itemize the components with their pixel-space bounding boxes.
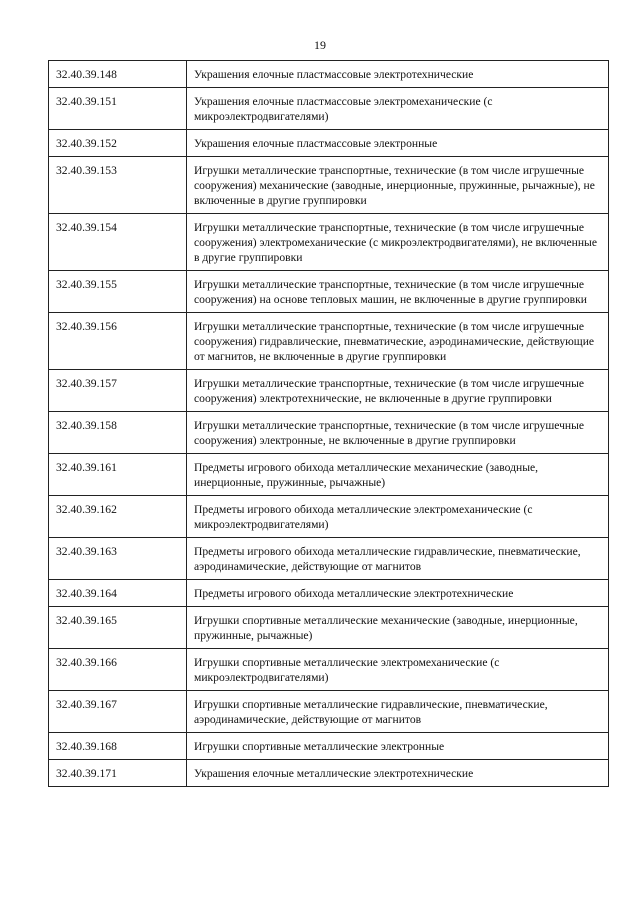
description-cell: Украшения елочные металлические электротехнические: [187, 760, 609, 787]
code-cell: 32.40.39.166: [49, 649, 187, 691]
description-cell: Игрушки металлические транспортные, технические (в том числе игрушечные сооружения) электротехнические, не включенные в другие группировки: [187, 370, 609, 412]
description-cell: Игрушки спортивные металлические электромеханические (с микроэлектродвигателями): [187, 649, 609, 691]
code-cell: 32.40.39.158: [49, 412, 187, 454]
table-row: [49, 271, 609, 313]
code-cell: 32.40.39.154: [49, 214, 187, 271]
code-cell: 32.40.39.151: [49, 88, 187, 130]
description-cell: Предметы игрового обихода металлические механические (заводные, инерционные, пружинные, рычажные): [187, 454, 609, 496]
table-row: [49, 370, 609, 412]
code-cell: 32.40.39.167: [49, 691, 187, 733]
table-row: [49, 691, 609, 733]
code-cell: 32.40.39.148: [49, 61, 187, 88]
description-cell: Предметы игрового обихода металлические гидравлические, пневматические, аэродинамические, действующие от магнитов: [187, 538, 609, 580]
code-cell: 32.40.39.153: [49, 157, 187, 214]
table-row: [49, 313, 609, 370]
description-cell: Игрушки металлические транспортные, технические (в том числе игрушечные сооружения) механические (заводные, инерционные, пружинные, рычажные), не включенные в другие группировки: [187, 157, 609, 214]
description-cell: Украшения елочные пластмассовые электромеханические (с микроэлектродвигателями): [187, 88, 609, 130]
table-row: [49, 733, 609, 760]
description-cell: Игрушки металлические транспортные, технические (в том числе игрушечные сооружения) электромеханические (с микроэлектродвигателями), не включенные в другие группировки: [187, 214, 609, 271]
table-row: [49, 130, 609, 157]
description-cell: Игрушки металлические транспортные, технические (в том числе игрушечные сооружения) гидравлические, пневматические, аэродинамические, действующие от магнитов, не включенные в другие группировки: [187, 313, 609, 370]
description-cell: Игрушки спортивные металлические гидравлические, пневматические, аэродинамические, действующие от магнитов: [187, 691, 609, 733]
code-cell: 32.40.39.164: [49, 580, 187, 607]
description-cell: Предметы игрового обихода металлические электромеханические (с микроэлектродвигателями): [187, 496, 609, 538]
classification-table: [48, 60, 609, 787]
description-cell: Игрушки спортивные металлические электронные: [187, 733, 609, 760]
table-row: [49, 157, 609, 214]
table-row: [49, 607, 609, 649]
code-cell: 32.40.39.155: [49, 271, 187, 313]
code-cell: 32.40.39.162: [49, 496, 187, 538]
code-cell: 32.40.39.161: [49, 454, 187, 496]
table-row: [49, 496, 609, 538]
table-row: [49, 412, 609, 454]
code-cell: 32.40.39.163: [49, 538, 187, 580]
code-cell: 32.40.39.157: [49, 370, 187, 412]
classification-table-body: [49, 61, 609, 787]
code-cell: 32.40.39.156: [49, 313, 187, 370]
code-cell: 32.40.39.171: [49, 760, 187, 787]
code-cell: 32.40.39.168: [49, 733, 187, 760]
table-row: [49, 61, 609, 88]
table-row: [49, 538, 609, 580]
description-cell: Игрушки металлические транспортные, технические (в том числе игрушечные сооружения) электронные, не включенные в другие группировки: [187, 412, 609, 454]
table-row: [49, 88, 609, 130]
code-cell: 32.40.39.165: [49, 607, 187, 649]
description-cell: Украшения елочные пластмассовые электротехнические: [187, 61, 609, 88]
description-cell: Игрушки спортивные металлические механические (заводные, инерционные, пружинные, рычажные): [187, 607, 609, 649]
description-cell: Предметы игрового обихода металлические электротехнические: [187, 580, 609, 607]
table-row: [49, 454, 609, 496]
description-cell: Игрушки металлические транспортные, технические (в том числе игрушечные сооружения) на основе тепловых машин, не включенные в другие группировки: [187, 271, 609, 313]
table-row: [49, 649, 609, 691]
description-cell: Украшения елочные пластмассовые электронные: [187, 130, 609, 157]
table-row: [49, 760, 609, 787]
page-number: 19: [314, 38, 326, 52]
code-cell: 32.40.39.152: [49, 130, 187, 157]
table-row: [49, 580, 609, 607]
table-row: [49, 214, 609, 271]
